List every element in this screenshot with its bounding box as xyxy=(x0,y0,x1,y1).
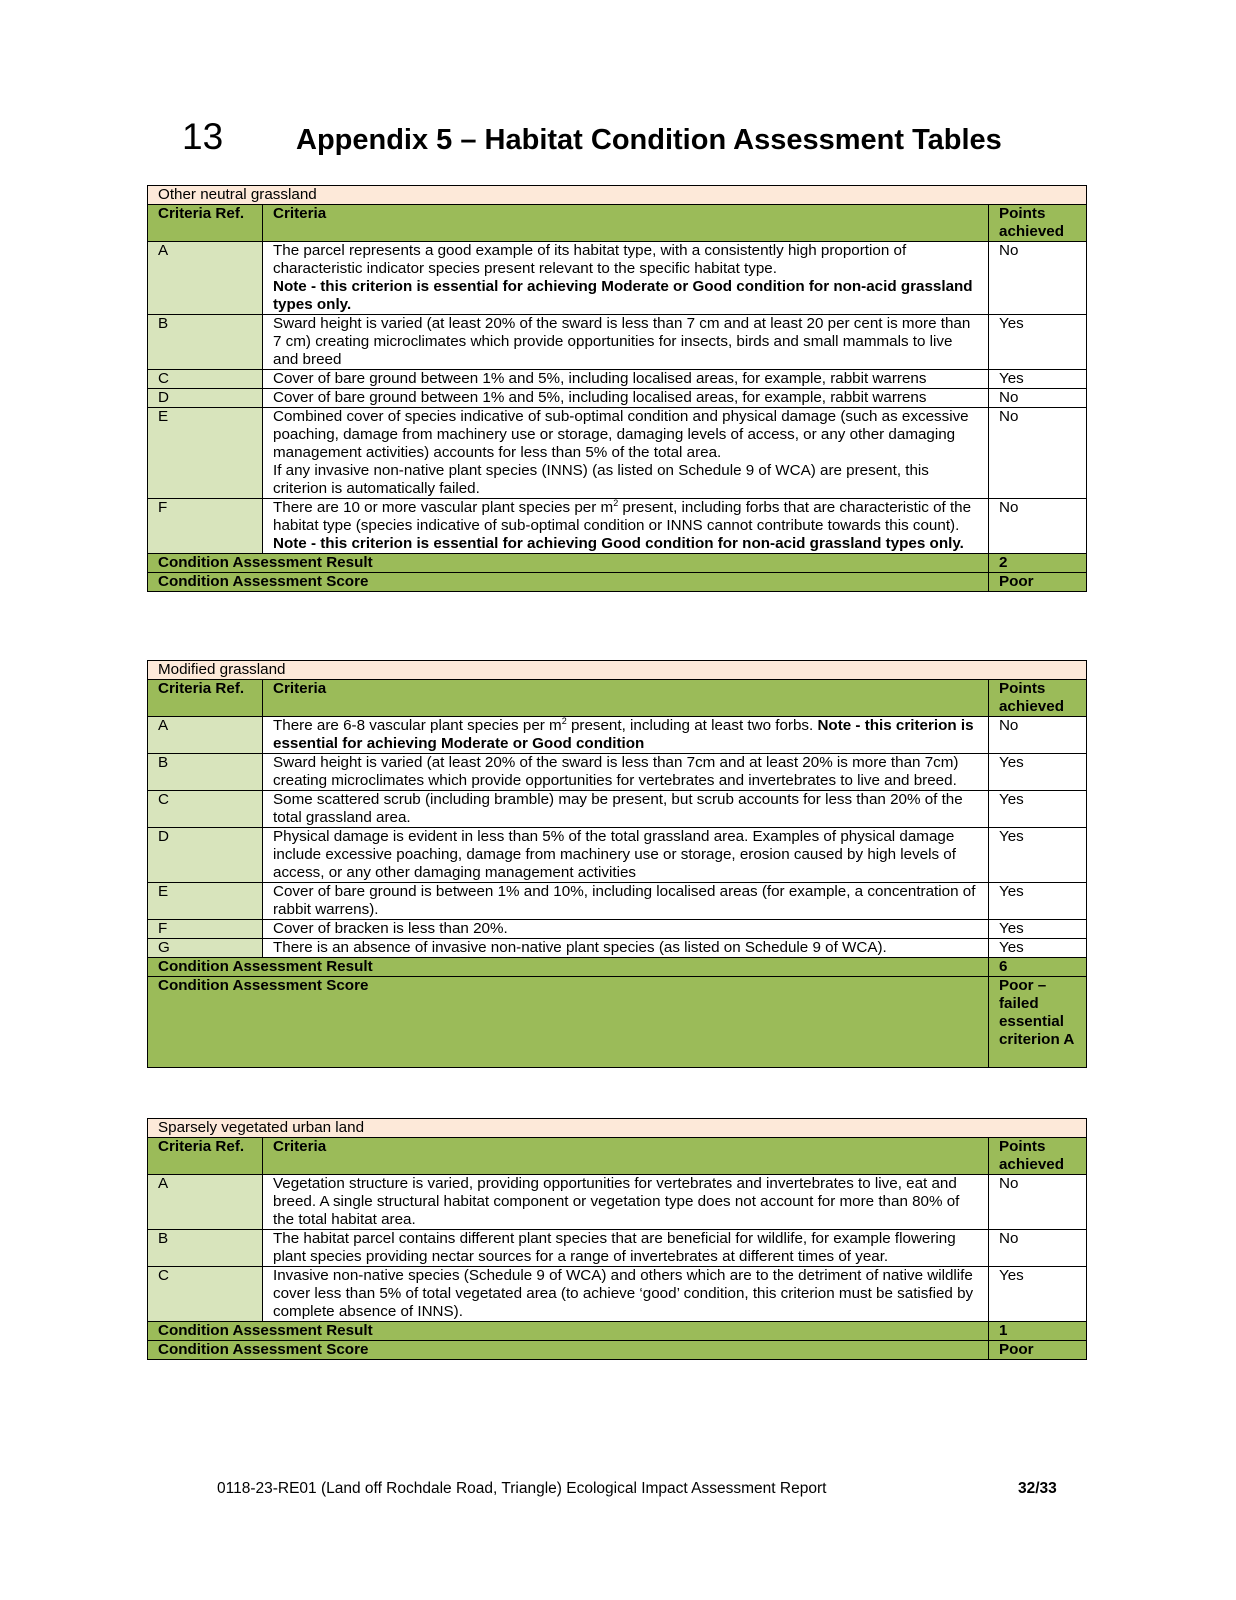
header-criteria: Criteria xyxy=(263,205,989,242)
points-achieved: No xyxy=(989,389,1087,408)
criteria-ref: E xyxy=(148,883,263,920)
table-header-row xyxy=(148,680,1087,717)
score-row xyxy=(148,977,1087,1068)
points-achieved: Yes xyxy=(988,754,1086,791)
header-criteria: Criteria xyxy=(263,1138,989,1175)
score-label: Condition Assessment Score xyxy=(148,977,989,1068)
criteria-text: The parcel represents a good example of its habitat type, with a consistently high proportion of characteristic indicator species present relevant to the specific habitat type. Note - this criterion is essential for achieving Moderate or Good condition for non-acid grassland types only. xyxy=(263,242,989,315)
table-row xyxy=(148,883,1087,920)
criteria-text: Cover of bracken is less than 20%. xyxy=(263,920,989,939)
criteria-ref: E xyxy=(148,408,263,499)
table-row xyxy=(148,754,1087,791)
table-row xyxy=(148,939,1087,958)
criteria-ref: B xyxy=(148,1230,263,1267)
points-achieved: No xyxy=(989,242,1087,315)
criteria-ref: C xyxy=(148,791,263,828)
result-value: 6 xyxy=(988,958,1086,977)
header-points: Points achieved xyxy=(988,680,1086,717)
header-criteria-ref: Criteria Ref. xyxy=(148,680,263,717)
table-caption: Sparsely vegetated urban land xyxy=(148,1119,1087,1138)
points-achieved: Yes xyxy=(988,828,1086,883)
points-achieved: No xyxy=(989,499,1087,554)
criteria-text: There are 10 or more vascular plant species per $m^2$ present, including forbs that are characteristic of the habitat type (species indicative of sub-optimal condition or INNS cannot contribute towards this count). Note - this criterion is essential for achieving Good condition for non-acid grassland types only. xyxy=(263,499,989,554)
criteria-text: There are 6-8 vascular plant species per $m^2$ present, including at least two forbs. Note - this criterion is essential for achieving Moderate or Good condition xyxy=(263,717,989,754)
criteria-text: Cover of bare ground is between 1% and 10%, including localised areas (for example, a concentration of rabbit warrens). xyxy=(263,883,989,920)
criteria-text: The habitat parcel contains different plant species that are beneficial for wildlife, for example flowering plant species providing nectar sources for a range of invertebrates at different times of year. xyxy=(263,1230,989,1267)
points-achieved: No xyxy=(988,717,1086,754)
header-criteria-ref: Criteria Ref. xyxy=(148,205,263,242)
criteria-ref: B xyxy=(148,754,263,791)
table-sparsely-vegetated-urban-land xyxy=(147,1118,1087,1360)
score-row xyxy=(148,1341,1087,1360)
criteria-text: There is an absence of invasive non-native plant species (as listed on Schedule 9 of WCA). xyxy=(263,939,989,958)
points-achieved: Yes xyxy=(988,1267,1086,1322)
score-label: Condition Assessment Score xyxy=(148,573,989,592)
points-achieved: Yes xyxy=(988,791,1086,828)
page-heading xyxy=(182,112,1136,160)
page-title: Appendix 5 – Habitat Condition Assessment Tables xyxy=(296,124,1002,156)
result-value: 2 xyxy=(989,554,1087,573)
criteria-ref: D xyxy=(148,828,263,883)
table-row xyxy=(148,791,1087,828)
table-row xyxy=(148,242,1087,315)
header-criteria: Criteria xyxy=(263,680,989,717)
criteria-text: Sward height is varied (at least 20% of the sward is less than 7 cm and at least 20 per cent is more than 7 cm) creating microclimates which provide opportunities for insects, birds and small mammals to live and breed xyxy=(263,315,989,370)
criteria-ref: D xyxy=(148,389,263,408)
result-label: Condition Assessment Result xyxy=(148,554,989,573)
criteria-text: Physical damage is evident in less than 5% of the total grassland area. Examples of physical damage include excessive poaching, damage from machinery use or storage, erosion caused by high levels of access, or any other damaging management activities xyxy=(263,828,989,883)
criteria-ref: G xyxy=(148,939,263,958)
points-achieved: Yes xyxy=(988,920,1086,939)
table-row xyxy=(148,315,1087,370)
criteria-ref: F xyxy=(148,499,263,554)
footer-report-title: 0118-23-RE01 (Land off Rochdale Road, Triangle) Ecological Impact Assessment Report xyxy=(217,1480,827,1497)
table-caption: Other neutral grassland xyxy=(148,186,1087,205)
result-label: Condition Assessment Result xyxy=(148,958,989,977)
points-achieved: Yes xyxy=(989,315,1087,370)
points-achieved: Yes xyxy=(988,883,1086,920)
criteria-ref: C xyxy=(148,1267,263,1322)
table-row xyxy=(148,499,1087,554)
header-points: Points achieved xyxy=(988,1138,1086,1175)
table-caption: Modified grassland xyxy=(148,661,1087,680)
criteria-note: Note - this criterion is essential for achieving Moderate or Good condition xyxy=(273,717,974,752)
result-row xyxy=(148,1322,1087,1341)
page-number: 32/33 xyxy=(1018,1480,1057,1497)
table-row xyxy=(148,1175,1087,1230)
criteria-ref: C xyxy=(148,370,263,389)
result-row xyxy=(148,554,1087,573)
table-row xyxy=(148,828,1087,883)
points-achieved: Yes xyxy=(989,370,1087,389)
table-modified-grassland xyxy=(147,660,1087,1068)
result-row xyxy=(148,958,1087,977)
score-value: Poor xyxy=(989,573,1087,592)
table-row xyxy=(148,717,1087,754)
table-header-row xyxy=(148,1138,1087,1175)
score-value: Poor xyxy=(988,1341,1086,1360)
table-other-neutral-grassland xyxy=(147,185,1087,592)
points-achieved: Yes xyxy=(988,939,1086,958)
points-achieved: No xyxy=(988,1175,1086,1230)
table-row xyxy=(148,1267,1087,1322)
score-label: Condition Assessment Score xyxy=(148,1341,989,1360)
criteria-text: Cover of bare ground between 1% and 5%, including localised areas, for example, rabbit warrens xyxy=(263,389,989,408)
table-row xyxy=(148,408,1087,499)
table-header-row xyxy=(148,205,1087,242)
table-row xyxy=(148,1230,1087,1267)
header-points: Points achieved xyxy=(989,205,1087,242)
criteria-note: Note - this criterion is essential for achieving Moderate or Good condition for non-acid grassland types only. xyxy=(273,278,973,313)
criteria-ref: F xyxy=(148,920,263,939)
points-achieved: No xyxy=(988,1230,1086,1267)
criteria-text: Sward height is varied (at least 20% of the sward is less than 7cm and at least 20% is more than 7cm) creating microclimates which provide opportunities for vertebrates and invertebrates to live and breed. xyxy=(263,754,989,791)
table-row xyxy=(148,920,1087,939)
points-achieved: No xyxy=(989,408,1087,499)
criteria-text: Cover of bare ground between 1% and 5%, including localised areas, for example, rabbit warrens xyxy=(263,370,989,389)
criteria-ref: A xyxy=(148,1175,263,1230)
header-criteria-ref: Criteria Ref. xyxy=(148,1138,263,1175)
score-row xyxy=(148,573,1087,592)
score-value: Poor – failed essential criterion A xyxy=(988,977,1086,1068)
criteria-ref: A xyxy=(148,717,263,754)
table-row xyxy=(148,389,1087,408)
table-row xyxy=(148,370,1087,389)
criteria-ref: A xyxy=(148,242,263,315)
result-value: 1 xyxy=(988,1322,1086,1341)
criteria-text: Some scattered scrub (including bramble) may be present, but scrub accounts for less than 20% of the total grassland area. xyxy=(263,791,989,828)
criteria-note: Note - this criterion is essential for achieving Good condition for non-acid grassland types only. xyxy=(273,535,964,552)
section-number: 13 xyxy=(182,116,224,157)
criteria-text: Combined cover of species indicative of sub-optimal condition and physical damage (such as excessive poaching, damage from machinery use or storage, damaging levels of access, or any other damaging management activities) accounts for less than 5% of the total area. If any invasive non-native plant species (INNS) (as listed on Schedule 9 of WCA) are present, this criterion is automatically failed. xyxy=(263,408,989,499)
criteria-ref: B xyxy=(148,315,263,370)
result-label: Condition Assessment Result xyxy=(148,1322,989,1341)
criteria-text: Vegetation structure is varied, providing opportunities for vertebrates and invertebrates to live, eat and breed. A single structural habitat component or vegetation type does not account for more than 80% of the total habitat area. xyxy=(263,1175,989,1230)
criteria-text: Invasive non-native species (Schedule 9 of WCA) and others which are to the detriment of native wildlife cover less than 5% of total vegetated area (to achieve ‘good’ condition, this criterion must be satisfied by complete absence of INNS). xyxy=(263,1267,989,1322)
